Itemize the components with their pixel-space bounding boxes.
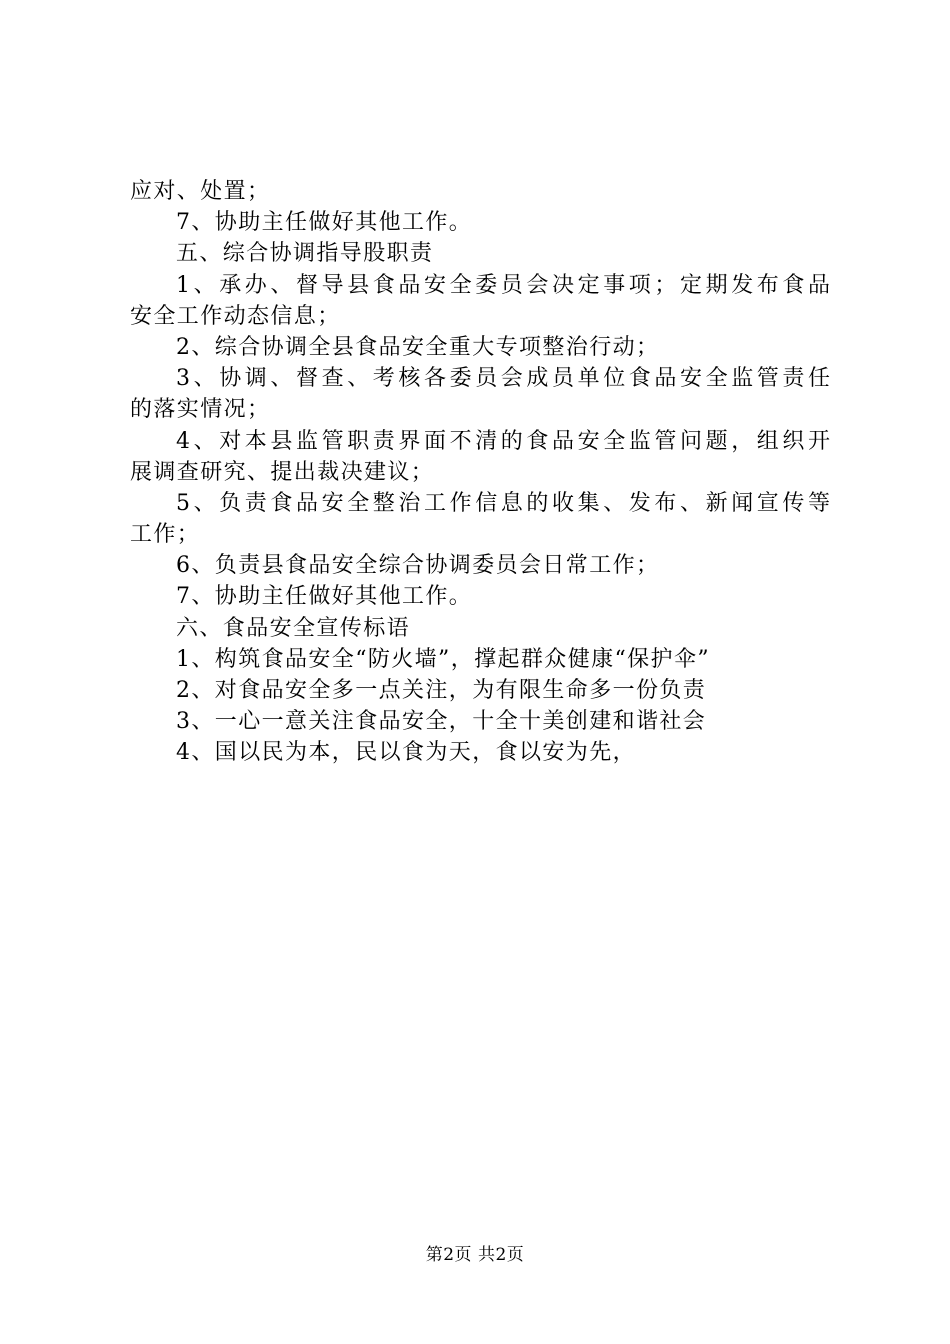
text-line: 应对、处置； — [130, 179, 271, 204]
page-number: 第2页 共2页 — [425, 1245, 525, 1265]
text-line: 7、协助主任做好其他工作。 — [176, 210, 473, 236]
section-heading: 五、综合协调指导股职责 — [176, 241, 434, 267]
text-line: 安全工作动态信息； — [130, 303, 341, 329]
text-line: 5、负责食品安全整治工作信息的收集、发布、新闻宣传等 — [176, 490, 830, 516]
text-line: 2、综合协调全县食品安全重大专项整治行动； — [176, 334, 660, 360]
text-line: 的落实情况； — [130, 397, 271, 423]
text-line: 3、协调、督查、考核各委员会成员单位食品安全监管责任 — [176, 366, 830, 392]
text-line: 展调查研究、提出裁决建议； — [130, 459, 435, 485]
text-line: 2、对食品安全多一点关注，为有限生命多一份负责 — [176, 678, 707, 703]
text-line: 4、国以民为本，民以食为天，食以安为先， — [176, 740, 636, 766]
text-line: 7、协助主任做好其他工作。 — [176, 584, 473, 610]
text-line: 3、一心一意关注食品安全，十全十美创建和谐社会 — [176, 709, 707, 735]
text-line: 1、承办、督导县食品安全委员会决定事项；定期发布食品 — [176, 272, 830, 298]
text-line: 4、对本县监管职责界面不清的食品安全监管问题，组织开 — [176, 428, 830, 454]
section-heading: 六、食品安全宣传标语 — [176, 615, 411, 641]
text-line: 6、负责县食品安全综合协调委员会日常工作； — [176, 553, 660, 579]
text-line: 1、构筑食品安全“防火墙”，撑起群众健康“保护伞” — [176, 646, 710, 672]
document-body — [130, 176, 830, 769]
text-line: 工作； — [130, 522, 201, 548]
